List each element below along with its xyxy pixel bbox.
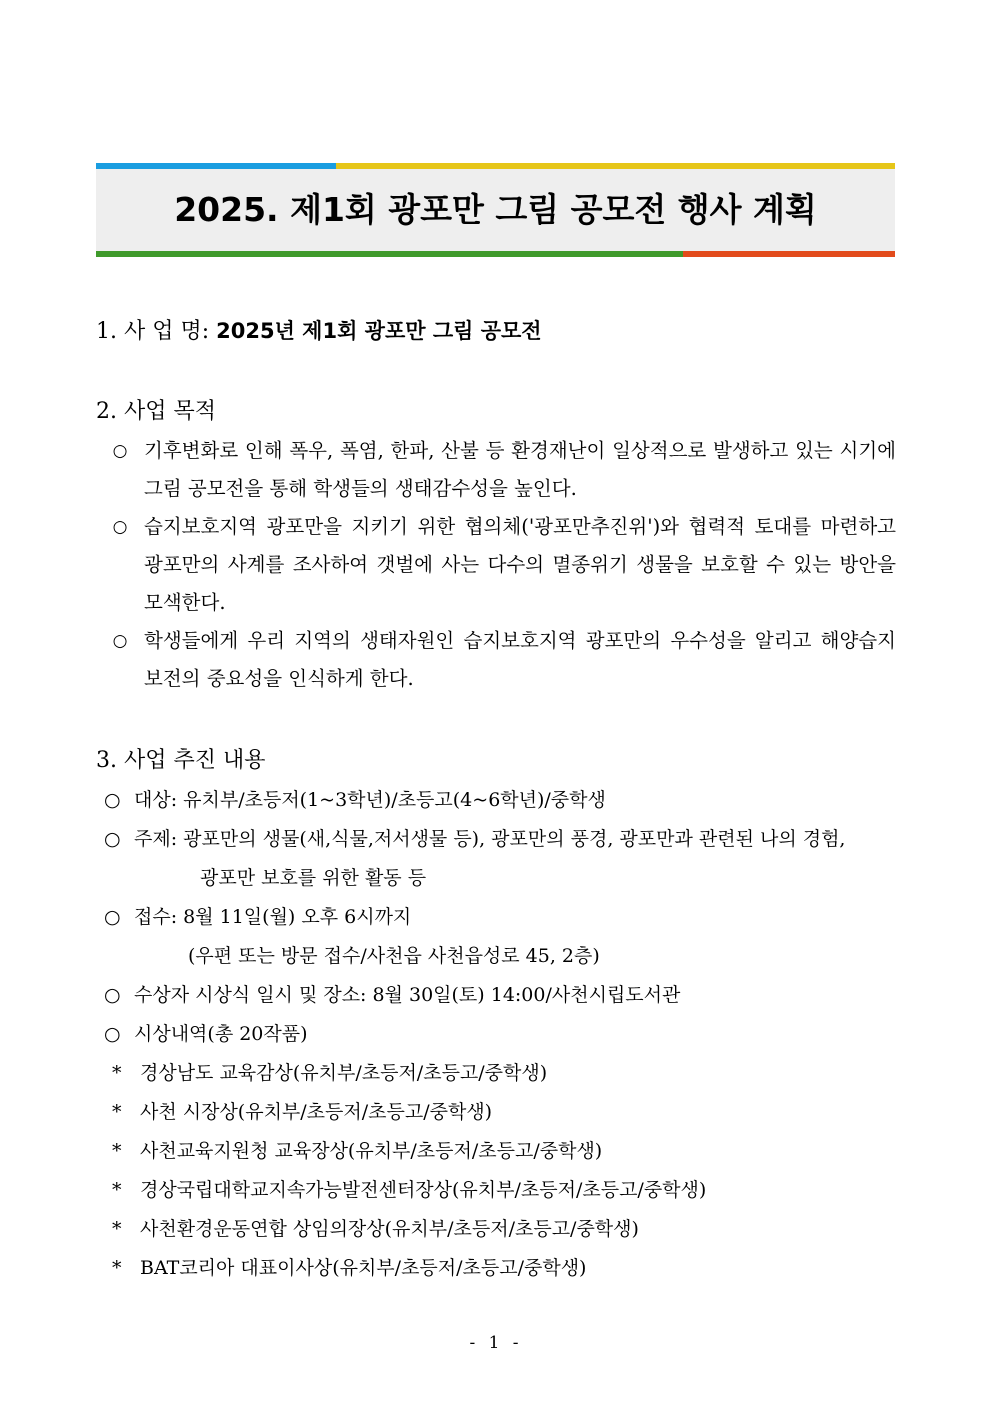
purpose-item-2: 습지보호지역 광포만을 지키기 위한 협의체('광포만추진위')와 협력적 토대를 마련하고 광포만의 사계를 조사하여 갯벌에 사는 다수의 멸종위기 생물을 보호할 수 있는 방안을 모색한다. xyxy=(144,515,896,614)
page-number: - 1 - xyxy=(469,1333,523,1353)
target-text: 대상: 유치부/초등저(1~3학년)/초등고(4~6학년)/중학생 xyxy=(134,789,606,811)
bullet-star: * xyxy=(112,1218,122,1240)
award-item xyxy=(104,1249,899,1288)
bullet-circle: ○ xyxy=(112,631,128,651)
purpose-item-3: 학생들에게 우리 지역의 생태자원인 습지보호지역 광포만의 우수성을 알리고 해양습지 보전의 중요성을 인식하게 한다. xyxy=(144,629,896,690)
bullet-circle: ○ xyxy=(112,517,128,537)
bullet-star: * xyxy=(112,1101,122,1123)
bullet-circle: ○ xyxy=(104,906,121,928)
bullet-star: * xyxy=(112,1179,122,1201)
theme-text: 주제: 광포만의 생물(새,식물,저서생물 등), 광포만의 풍경, 광포만과 관련된 나의 경험, xyxy=(134,828,846,850)
list-item xyxy=(104,898,899,937)
list-item xyxy=(104,820,899,859)
award-text: 경상국립대학교지속가능발전센터장상(유치부/초등저/초등고/중학생) xyxy=(140,1179,707,1201)
bullet-star: * xyxy=(112,1257,122,1279)
page-title: 2025. 제1회 광포만 그림 공모전 행사 계획 xyxy=(174,190,817,229)
bullet-circle: ○ xyxy=(104,984,121,1006)
reception-continuation: (우편 또는 방문 접수/사천읍 사천읍성로 45, 2층) xyxy=(188,945,600,967)
bullet-circle: ○ xyxy=(112,441,128,461)
award-item xyxy=(104,1132,899,1171)
list-item xyxy=(96,508,896,622)
award-text: BAT코리아 대표이사상(유치부/초등저/초등고/중학생) xyxy=(140,1257,587,1279)
bullet-star: * xyxy=(112,1062,122,1084)
list-item xyxy=(96,432,896,508)
bullet-circle: ○ xyxy=(104,789,121,811)
list-item xyxy=(96,622,896,698)
section3-list xyxy=(104,781,899,1288)
title-banner xyxy=(96,163,895,257)
award-item xyxy=(104,1171,899,1210)
bullet-star: * xyxy=(112,1140,122,1162)
list-item xyxy=(104,781,899,820)
purpose-item-1: 기후변화로 인해 폭우, 폭염, 한파, 산불 등 환경재난이 일상적으로 발생하고 있는 시기에 그림 공모전을 통해 학생들의 생태감수성을 높인다. xyxy=(144,439,896,500)
list-item xyxy=(104,976,899,1015)
award-item xyxy=(104,1093,899,1132)
reception-text: 접수: 8월 11일(월) 오후 6시까지 xyxy=(134,906,412,928)
title-bottom-bar xyxy=(96,251,895,257)
bullet-circle: ○ xyxy=(104,828,121,850)
section2-heading: 2. 사업 목적 xyxy=(96,399,216,424)
section1-value: 2025년 제1회 광포만 그림 공모전 xyxy=(216,319,542,343)
award-text: 경상남도 교육감상(유치부/초등저/초등고/중학생) xyxy=(140,1062,548,1084)
section2-list xyxy=(96,432,896,698)
section3-heading: 3. 사업 추진 내용 xyxy=(96,748,266,773)
award-item xyxy=(104,1210,899,1249)
award-text: 사천 시장상(유치부/초등저/초등고/중학생) xyxy=(140,1101,493,1123)
section1-label: 1. 사 업 명: xyxy=(96,319,210,344)
awards-title: 시상내역(총 20작품) xyxy=(134,1023,308,1045)
section1-heading xyxy=(96,316,542,347)
award-text: 사천교육지원청 교육장상(유치부/초등저/초등고/중학생) xyxy=(140,1140,603,1162)
bullet-circle: ○ xyxy=(104,1023,121,1045)
award-item xyxy=(104,1054,899,1093)
list-item xyxy=(104,1015,899,1054)
ceremony-text: 수상자 시상식 일시 및 장소: 8월 30일(토) 14:00/사천시립도서관 xyxy=(134,984,681,1006)
award-text: 사천환경운동연합 상임의장상(유치부/초등저/초등고/중학생) xyxy=(140,1218,639,1240)
theme-continuation: 광포만 보호를 위한 활동 등 xyxy=(200,867,427,889)
